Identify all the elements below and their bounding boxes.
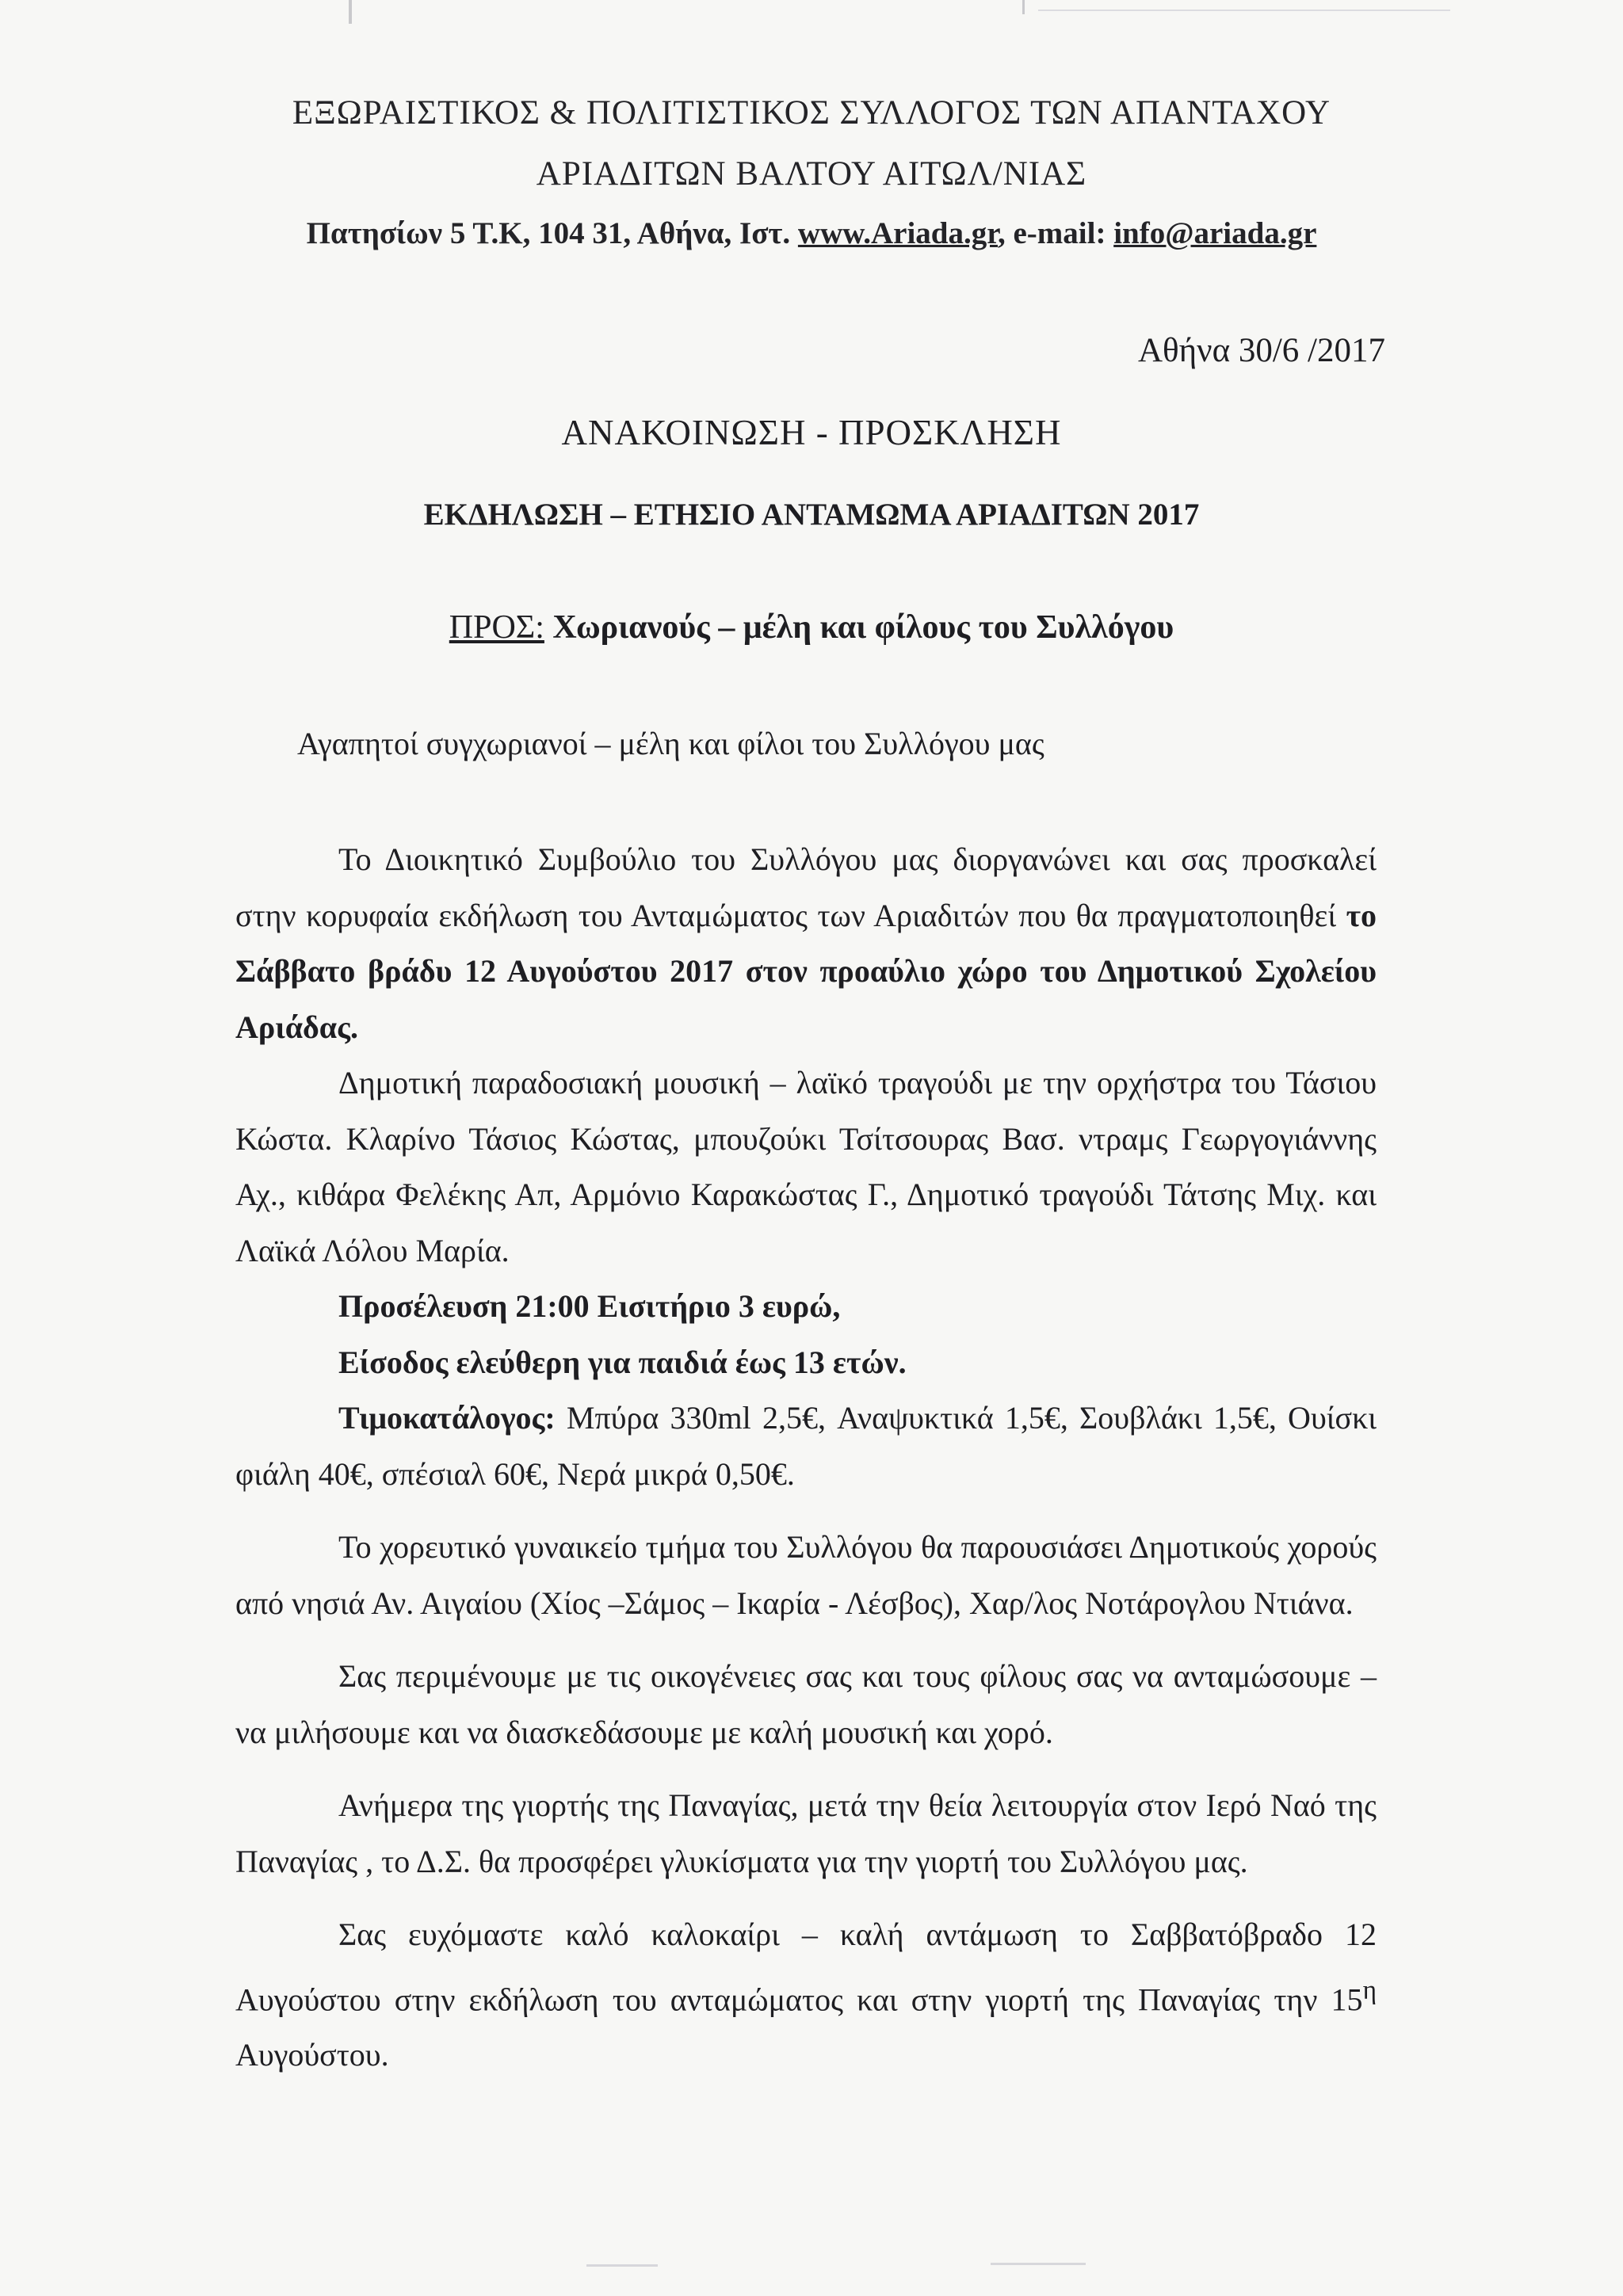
recipient-text: Χωριανούς – μέλη και φίλους του Συλλόγου [552, 609, 1174, 646]
website-link[interactable]: www.Ariada.gr [797, 216, 998, 250]
scan-artifact [1038, 10, 1450, 11]
paragraph-wishes [235, 1907, 1377, 2084]
arrival-ticket-text: Προσέλευση 21:00 Εισιτήριο 3 ευρώ, [338, 1288, 841, 1324]
paragraph-intro [235, 832, 1377, 1055]
paragraph-music: Δημοτική παραδοσιακή μουσική – λαϊκό τραγούδι με την ορχήστρα του Τάσιου Κώστα. Κλαρίνο Τάσιος Κώστας, μπουζούκι Τσίτσουρας Βασ. ντραμς Γεωργογιάννης Αχ., κιθάρα Φελέκης Απ, Αρμόνιο Καρακώστας Γ., Δημοτικό τραγούδι Τάτσης Μιχ. και Λαϊκά Λόλου Μαρία. [235, 1065, 1377, 1268]
email-label: , e-mail: [997, 216, 1114, 250]
wishes-text: Σας ευχόμαστε καλό καλοκαίρι – καλή αντάμωση το Σαββατόβραδο 12 Αυγούστου στην εκδήλωση του ανταμώματος και στην γιορτή της Παναγίας την 15 [235, 1917, 1377, 2017]
free-entry [235, 1335, 1377, 1391]
price-list-label: Τιμοκατάλογος: [338, 1400, 556, 1436]
greeting: Αγαπητοί συγχωριανοί – μέλη και φίλοι του Συλλόγου μας [297, 726, 1044, 761]
document-date: Αθήνα 30/6 /2017 [1137, 332, 1385, 369]
price-list-text: Μπύρα 330ml 2,5€, Αναψυκτικά 1,5€, Σουβλάκι 1,5€, Ουίσκι φιάλη 40€, σπέσιαλ 60€, Νερά μικρά 0,50€. [235, 1400, 1377, 1492]
scan-artifact [991, 2263, 1086, 2265]
paragraph-feast: Ανήμερα της γιορτής της Παναγίας, μετά την θεία λειτουργία στον Ιερό Ναό της Παναγίας , το Δ.Σ. θα προσφέρει γλυκίσματα για την γιορτή του Συλλόγου μας. [235, 1787, 1377, 1879]
paragraph-dance: Το χορευτικό γυναικείο τμήμα του Συλλόγου θα παρουσιάσει Δημοτικούς χορούς από νησιά Αν. Αιγαίου (Χίος –Σάμος – Ικαρία - Λέσβος), Χαρ/λος Νοτάρογλου Ντιάνα. [235, 1529, 1377, 1621]
email-link[interactable]: info@ariada.gr [1113, 216, 1317, 250]
association-name-line1: ΕΞΩΡΑΙΣΤΙΚΟΣ & ΠΟΛΙΤΙΣΤΙΚΟΣ ΣΥΛΛΟΓΟΣ ΤΩΝ ΑΠΑΝΤΑΧΟΥ [292, 94, 1331, 132]
document-subtitle: ΕΚΔΗΛΩΣΗ – ΕΤΗΣΙΟ ΑΝΤΑΜΩΜΑ ΑΡΙΑΔΙΤΩΝ 2017 [423, 498, 1200, 532]
scan-artifact [349, 0, 352, 24]
intro-text: Το Διοικητικό Συμβούλιο του Συλλόγου μας διοργανώνει και σας προσκαλεί στην κορυφαία εκδήλωση του Ανταμώματος των Αριαδιτών που θα πραγματοποιηθεί [235, 841, 1377, 933]
event-datetime-place: το Σάββατο βράδυ 12 Αυγούστου 2017 στον προαύλιο χώρο του Δημοτικού Σχολείου Αριάδας. [235, 897, 1377, 1045]
scan-artifact [586, 2264, 658, 2267]
document-title: ΑΝΑΚΟΙΝΩΣΗ - ΠΡΟΣΚΛΗΣΗ [561, 413, 1062, 452]
recipient-label: ΠΡΟΣ: [449, 609, 544, 646]
free-entry-text: Είσοδος ελεύθερη για παιδιά έως 13 ετών. [338, 1344, 907, 1380]
address-text: Πατησίων 5 Τ.Κ, 104 31, Αθήνα, Ιστ. [306, 216, 798, 250]
recipient-line [0, 608, 1623, 646]
document-body [235, 832, 1377, 2084]
wishes-end: Αυγούστου. [235, 2037, 389, 2073]
association-name-line2: ΑΡΙΑΔΙΤΩΝ ΒΑΛΤΟΥ ΑΙΤΩΛ/ΝΙΑΣ [536, 155, 1087, 193]
arrival-ticket [235, 1279, 1377, 1335]
scan-artifact [1022, 0, 1025, 14]
ordinal-suffix: η [1362, 1975, 1377, 2005]
paragraph-invitation: Σας περιμένουμε με τις οικογένειες σας και τους φίλους σας να ανταμώσουμε – να μιλήσουμε και να διασκεδάσουμε με καλή μουσική και χορό. [235, 1658, 1377, 1750]
contact-info [0, 215, 1623, 251]
price-list [235, 1390, 1377, 1502]
